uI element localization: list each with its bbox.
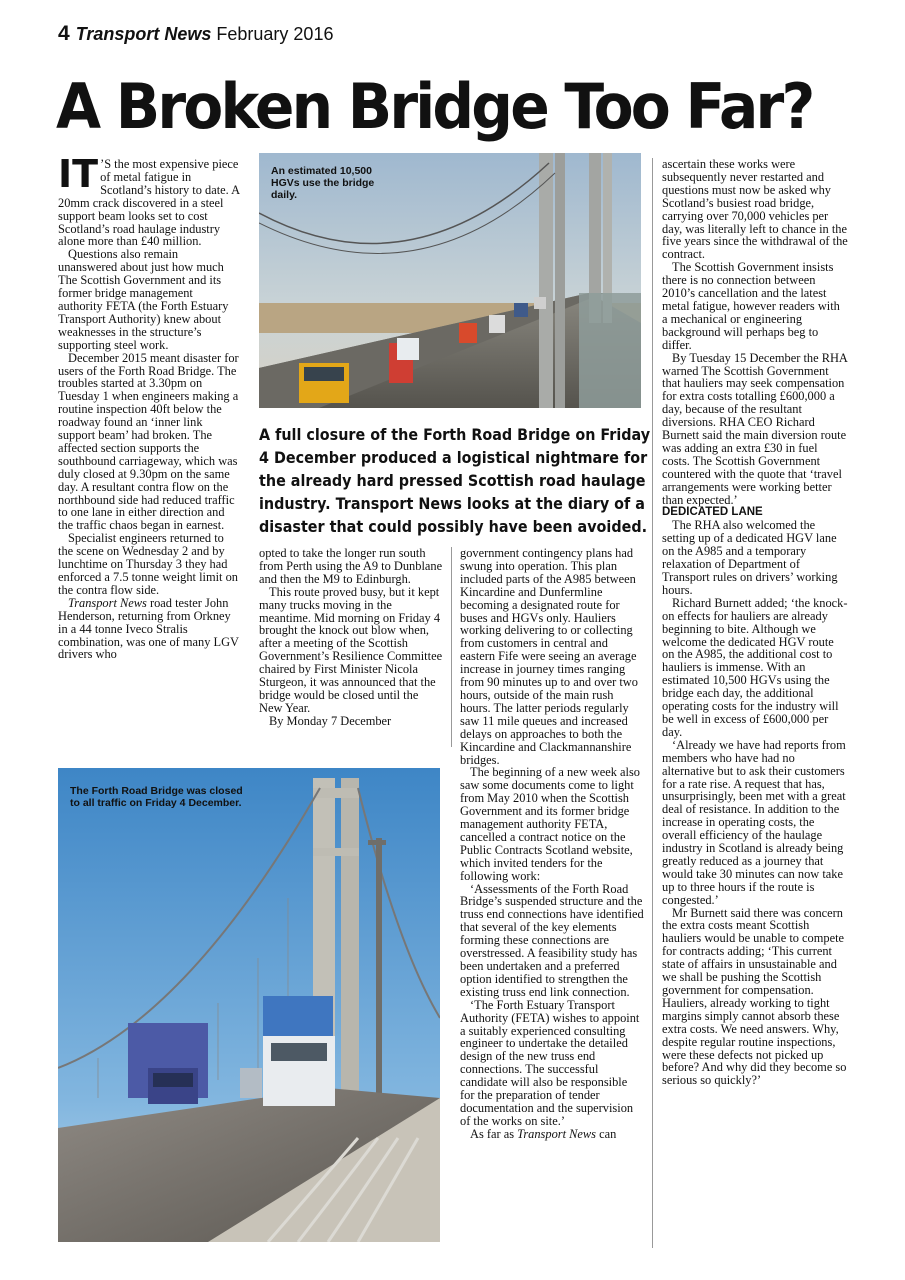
paragraph: ‘Assessments of the Forth Road Bridge’s suspended structure and the truss end connections have identified that several of the key elements forming these connections are overstressed. A feasibility study has been undertaken and a preferred option identified to strengthen the existing truss end link connection. [460, 881, 644, 999]
article-column-1 [58, 158, 240, 750]
paragraph: opted to take the longer run south from Perth using the A9 to Dunblane and then the M9 to Edinburgh. [259, 547, 443, 586]
drop-cap: IT [58, 158, 99, 196]
publication-name: Transport News [75, 24, 212, 44]
article-column-3 [460, 547, 644, 1247]
paragraph: Questions also remain unanswered about just how much The Scottish Government and its former bridge management authority FETA (the Forth Estuary Transport Authority) knew about weaknesses in the structure’s supporting steel work. [58, 247, 229, 352]
column-divider [652, 158, 653, 1248]
bottom-photo-caption: The Forth Road Bridge was closed to all traffic on Friday 4 December. [70, 785, 243, 809]
page-header [58, 22, 333, 46]
paragraph: Specialist engineers returned to the scene on Wednesday 2 and by lunchtime on Thursday 3 they had enforced a 7.5 tonne weight limit on the contra flow side. [58, 531, 238, 597]
paragraph: Richard Burnett added; ‘the knock-on effects for hauliers are already beginning to bite. Although we welcome the dedicated HGV route on the A985, the additional cost to hauliers is immense. With an estimated 10,500 HGVs using the bridge each day, the additional operating costs for the industry will be well in excess of £600,000 per day. [662, 595, 848, 739]
publication-ref: Transport News [517, 1126, 596, 1141]
paragraph: ascertain these works were subsequently never restarted and questions must now be asked why Scotland’s busiest road bridge, carrying over 70,000 vehicles per day, was literally left to chance in the five years since the withdrawal of the contract. [662, 158, 848, 262]
paragraph-text: ’S the most expensive piece of metal fatigue in Scotland’s history to date. A 20mm crack discovered in a steel support beam looks set to cost Scotland’s road haulage industry alone more than £40 million. [58, 158, 240, 249]
closed-bridge-photo [58, 768, 440, 1242]
paragraph-text: As far as [470, 1126, 518, 1141]
subheading: DEDICATED LANE [662, 506, 763, 519]
headline: A Broken Bridge Too Far? [56, 70, 813, 143]
paragraph: The Scottish Government insists there is no connection between 2010’s cancellation and the latest metal fatigue, however readers with a mechanical or engineering background will perhaps beg to differ. [662, 260, 840, 352]
paragraph [460, 1128, 644, 1141]
paragraph: ‘The Forth Estuary Transport Authority (FETA) wishes to appoint a suitably experienced consulting engineer to undertake the detailed design of the new truss end connections. The successful candidate will also be responsible for the preparation of tender documentation and the supervision of the works on site.’ [460, 997, 640, 1128]
paragraph-text: road tester John Henderson, returning from Orkney in a 44 tonne Iveco Stralis combination, was one of many LGV drivers who [58, 595, 239, 662]
paragraph-text: can [596, 1126, 617, 1141]
article-column-2 [259, 547, 444, 757]
paragraph: government contingency plans had swung into operation. This plan included parts of the A985 between Kincardine and Dunfermline becoming a designated route for buses and HGVs only. Hauliers working delivering to or collecting from customers in central and eastern Fife were seeing an average increase in journey times ranging from 90 minutes up to and over two hours, outside of the main rush hours. The latter periods regularly saw 11 mile queues and increased delays on approaches to both the Kincardine and Clackmannanshire bridges. [460, 547, 638, 767]
page-number: 4 [58, 22, 70, 45]
paragraph: This route proved busy, but it kept many trucks moving in the meantime. Mid morning on Friday 4 brought the knock out blow when, after a meeting of the Scottish Government’s Resilience Committee chaired by First Minister Nicola Sturgeon, it was announced that the bridge would be closed until the New Year. [259, 584, 443, 715]
paragraph: By Tuesday 15 December the RHA warned The Scottish Government that hauliers may seek compensation for extra costs totalling £600,000 a day, because of the resultant diversions. RHA CEO Richard Burnett said the main diversion route was adding an extra £30 in fuel costs. The Scottish Government countered with the quote that ‘travel arrangements were working better than expected.’ [662, 350, 848, 507]
paragraph: December 2015 meant disaster for users of the Forth Road Bridge. The troubles started at 3.30pm on Tuesday 1 when engineers making a routine inspection 40ft below the roadway found an ‘inner link support beam’ had broken. The affected section supports the southbound carriageway, which was duly closed at 9.30pm on the same day. A resultant contra flow on the northbound side had reduced traffic to one lane in either direction and the traffic chaos began in earnest. [58, 350, 239, 533]
column-divider [451, 547, 452, 747]
publication-ref: Transport News [68, 595, 147, 610]
paragraph: By Monday 7 December [269, 713, 392, 728]
paragraph: Mr Burnett said there was concern the extra costs meant Scottish hauliers would be unable to compete for contracts adding; ‘This current state of affairs in unsustainable and we shall be pushing the Scottish government for compensation. Hauliers, already working to tight margins simply cannot absorb these extra costs. We need answers. Why, despite regular routine inspections, were these defects not picked up before? And why did they become so serious so quickly?’ [662, 905, 847, 1088]
paragraph: The RHA also welcomed the setting up of a dedicated HGV lane on the A985 and a temporary relaxation of Department of Transport rules on drivers’ working hours. [662, 518, 838, 597]
paragraph [58, 158, 240, 248]
issue-date: February 2016 [216, 24, 334, 44]
top-photo-caption: An estimated 10,500 HGVs use the bridge daily. [271, 165, 375, 201]
closed-bridge-image [58, 768, 440, 1242]
standfirst: A full closure of the Forth Road Bridge on Friday 4 December produced a logistical nightmare for the already hard pressed Scottish road haulage industry. Transport News looks at the diary of a disaster that could possibly have been avoided. [259, 426, 651, 536]
article-column-4 [662, 158, 848, 1250]
paragraph: The beginning of a new week also saw some documents come to light from May 2010 when the Scottish Government and its former bridge management authority FETA, cancelled a contract notice on the Public Contracts Scotland website, which invited tenders for the following work: [460, 765, 640, 883]
paragraph [58, 597, 240, 662]
paragraph: ‘Already we have had reports from members who have had no alternative but to ask their customers for a rate rise. A request that has, unsurprisingly, been met with a great deal of resistance. In addition to the increase in operating costs, the overall efficiency of the haulage industry in Scotland is already being greatly reduced as a journey that would take 30 minutes can now take up to three hours if the route is congested.’ [662, 737, 846, 907]
